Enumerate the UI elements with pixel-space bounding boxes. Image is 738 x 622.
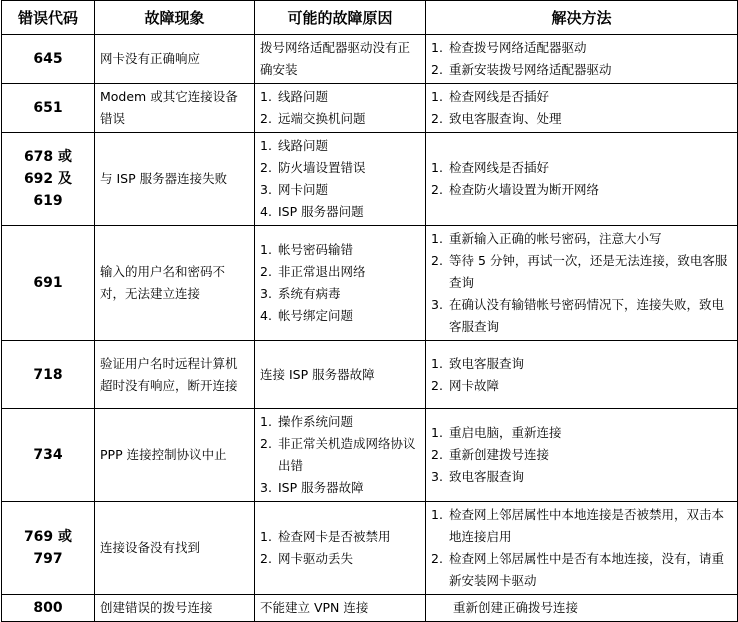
solution-cell (426, 409, 738, 502)
table-row (2, 341, 738, 409)
solution-cell (426, 595, 738, 622)
cause-item: 1. 线路问题 (260, 89, 329, 104)
error-code: 800 (2, 595, 95, 622)
solution-cell (426, 341, 738, 409)
table-row (2, 502, 738, 595)
header-row (2, 1, 738, 35)
cause-cell (255, 502, 426, 595)
cause-item: 1. 帐号密码输错 (260, 242, 354, 257)
solution-item: 3. 在确认没有输错帐号密码情况下，连接失败，致电客服查询 (431, 297, 725, 334)
table-row (2, 409, 738, 502)
cause-item: 3. ISP 服务器故障 (260, 480, 364, 495)
solution-item: 1. 致电客服查询 (431, 355, 525, 371)
solution-item: 1. 检查拨号网络适配器驱动 (431, 40, 587, 55)
symptom: Modem 或其它连接设备错误 (95, 84, 255, 133)
cause-item: 2. 非正常关机造成网络协议出错 (260, 436, 416, 473)
table-row (2, 595, 738, 622)
cause-item: 1. 线路问题 (260, 138, 329, 153)
solution-item: 1. 重新输入正确的帐号密码，注意大小写 (431, 231, 662, 246)
solution-item: 2. 等待 5 分钟，再试一次，还是无法连接，致电客服查询 (431, 253, 728, 290)
solution-item: 1. 检查网线是否插好 (431, 160, 550, 175)
error-code: 734 (2, 409, 95, 502)
cause-cell (255, 409, 426, 502)
error-code: 691 (2, 226, 95, 341)
table-row (2, 35, 738, 84)
cause-item: 不能建立 VPN 连接 (260, 600, 369, 615)
cause-cell (255, 341, 426, 409)
cause-item: 3. 网卡问题 (260, 182, 329, 197)
solution-item: 1. 重启电脑，重新连接 (431, 425, 562, 440)
symptom: 网卡没有正确响应 (95, 35, 255, 84)
symptom: 输入的用户名和密码不对，无法建立连接 (95, 226, 255, 341)
solution-cell (426, 502, 738, 595)
cause-cell (255, 84, 426, 133)
cause-item: 2. 防火墙设置错误 (260, 160, 366, 175)
table-row (2, 133, 738, 226)
cause-item: 1. 检查网卡是否被禁用 (260, 529, 391, 544)
solution-item: 2. 致电客服查询、处理 (431, 111, 562, 126)
symptom: 验证用户名时远程计算机超时没有响应，断开连接 (95, 341, 255, 409)
error-code: 769 或 797 (2, 502, 95, 595)
cause-cell (255, 133, 426, 226)
symptom: 连接设备没有找到 (95, 502, 255, 595)
cause-item: 2. 非正常退出网络 (260, 264, 366, 279)
symptom: PPP 连接控制协议中止 (95, 409, 255, 502)
symptom: 创建错误的拨号连接 (95, 595, 255, 622)
solution-item: 1. 检查网上邻居属性中本地连接是否被禁用，双击本地连接启用 (431, 507, 725, 544)
symptom: 与 ISP 服务器连接失败 (95, 133, 255, 226)
solution-cell (426, 35, 738, 84)
solution-item: 2. 重新安装拨号网络适配器驱动 (431, 62, 612, 77)
header-symptom: 故障现象 (95, 1, 255, 35)
cause-cell (255, 35, 426, 84)
error-code-table (1, 0, 738, 622)
solution-cell (426, 226, 738, 341)
cause-item: 拨号网络适配器驱动没有正确安装 (260, 40, 411, 77)
solution-item: 1. 检查网线是否插好 (431, 89, 550, 104)
table-row (2, 84, 738, 133)
header-solutions: 解决方法 (426, 1, 738, 35)
error-code: 645 (2, 35, 95, 84)
error-code: 678 或 692 及 619 (2, 133, 95, 226)
cause-item: 1. 操作系统问题 (260, 414, 354, 429)
solution-item: 2. 检查网上邻居属性中是否有本地连接，没有，请重新安装网卡驱动 (431, 551, 725, 588)
table-row (2, 226, 738, 341)
cause-item: 4. 帐号绑定问题 (260, 308, 354, 323)
solution-cell (426, 84, 738, 133)
error-code: 651 (2, 84, 95, 133)
error-code: 718 (2, 341, 95, 409)
cause-cell (255, 226, 426, 341)
cause-item: 2. 远端交换机问题 (260, 111, 366, 126)
solution-item: 重新创建正确拨号连接 (453, 600, 579, 615)
solution-item: 2. 检查防火墙设置为断开网络 (431, 182, 600, 197)
cause-item: 2. 网卡驱动丢失 (260, 551, 354, 566)
cause-item: 4. ISP 服务器问题 (260, 204, 364, 219)
cause-cell (255, 595, 426, 622)
header-causes: 可能的故障原因 (255, 1, 426, 35)
solution-item: 2. 重新创建拨号连接 (431, 447, 550, 462)
cause-item: 3. 系统有病毒 (260, 286, 341, 301)
cause-item: 连接 ISP 服务器故障 (260, 366, 375, 382)
solution-item: 2. 网卡故障 (431, 377, 500, 393)
solution-cell (426, 133, 738, 226)
header-code: 错误代码 (2, 1, 95, 35)
solution-item: 3. 致电客服查询 (431, 469, 525, 484)
